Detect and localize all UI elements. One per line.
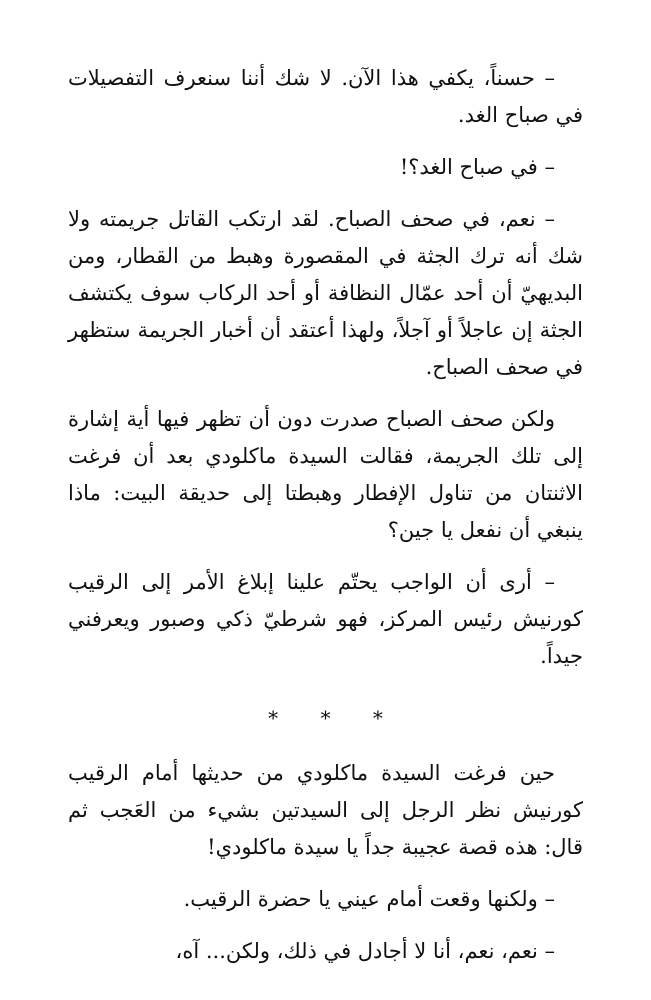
paragraph-narration: حين فرغت السيدة ماكلودي من حديثها أمام الرقيب كورنيش نظر الرجل إلى السيدتين بشيء من العَجب ثم قال: هذه قصة عجيبة جداً يا سيدة ماكلودي! xyxy=(68,761,583,859)
section-separator: * * * xyxy=(268,706,401,730)
paragraph-dialog: – نعم، نعم، أنا لا أجادل في ذلك، ولكن... آه، xyxy=(175,939,555,963)
paragraph-dialog: – أرى أن الواجب يحتّم علينا إبلاغ الأمر إلى الرقيب كورنيش رئيس المركز، فهو شرطيّ ذكي وصبور ويعرفني جيداً. xyxy=(68,570,583,668)
book-page xyxy=(68,60,583,985)
paragraph-narration: ولكن صحف الصباح صدرت دون أن تظهر فيها أية إشارة إلى تلك الجريمة، فقالت السيدة ماكلودي بعد أن فرغت الاثنتان من تناول الإفطار وهبطتا إلى حديقة البيت: ماذا ينبغي أن نفعل يا جين؟ xyxy=(68,407,583,542)
paragraph-dialog: – نعم، في صحف الصباح. لقد ارتكب القاتل جريمته ولا شك أنه ترك الجثة في المقصورة وهبط من القطار، ومن البديهيّ أن أحد عمّال النظافة أو أحد الركاب سوف يكتشف الجثة إن عاجلاً أو آجلاً، ولهذا أعتقد أن أخبار الجريمة ستظهر في صحف الصباح. xyxy=(68,207,583,379)
paragraph-dialog: – حسناً، يكفي هذا الآن. لا شك أننا سنعرف التفصيلات في صباح الغد. xyxy=(68,66,583,127)
paragraph-dialog: – ولكنها وقعت أمام عيني يا حضرة الرقيب. xyxy=(183,887,555,911)
paragraph-dialog: – في صباح الغد؟! xyxy=(399,155,555,179)
